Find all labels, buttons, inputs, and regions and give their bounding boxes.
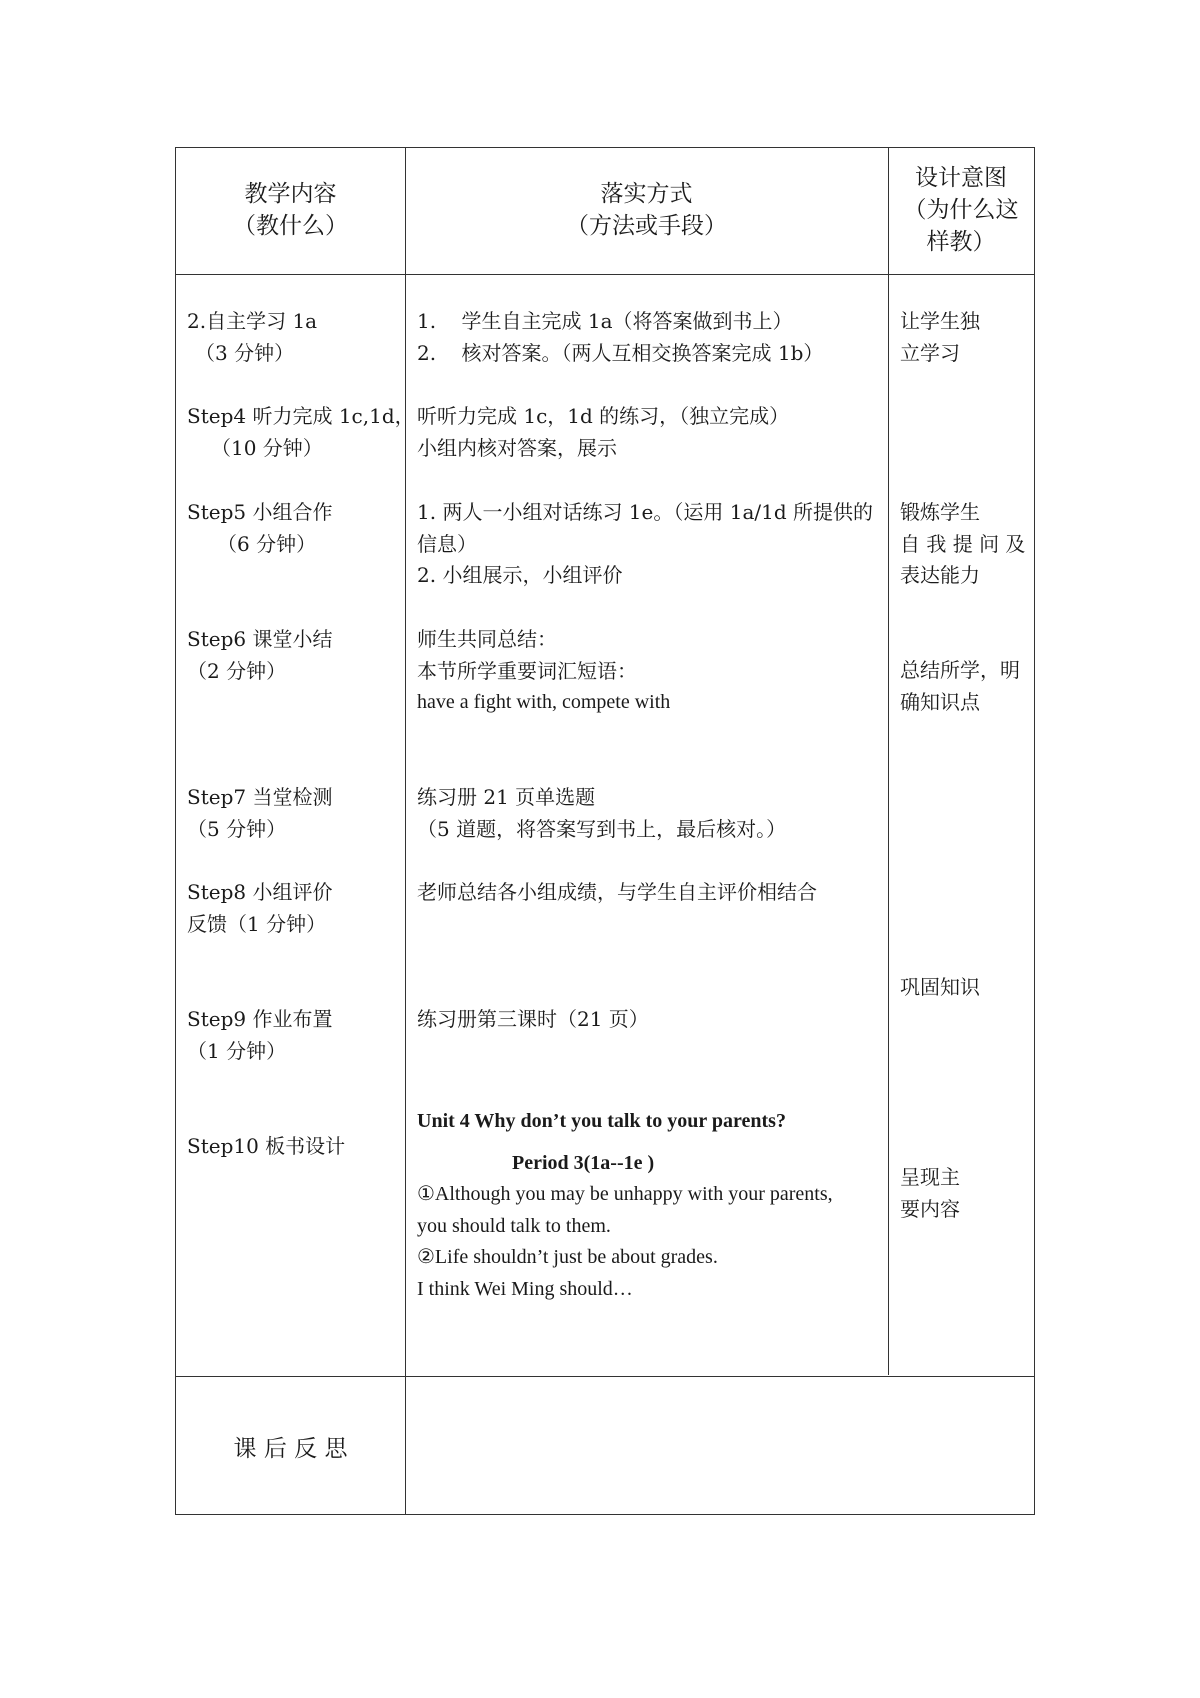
step-5-time: （6 分钟） <box>217 531 317 556</box>
board-design <box>417 1106 885 1305</box>
step-6-label <box>187 624 332 687</box>
step-6-intent <box>900 655 1020 718</box>
board-line-4: I think Wei Ming should… <box>417 1277 633 1300</box>
header-content <box>176 178 405 242</box>
step-4-title: Step4 听力完成 1c,1d， <box>187 404 415 428</box>
step-9-time: （1 分钟） <box>187 1038 287 1063</box>
step-5-title: Step5 小组合作 <box>187 500 333 524</box>
reflection-content[interactable] <box>405 1376 1036 1515</box>
step-7-title: Step7 当堂检测 <box>187 785 333 809</box>
step-6-title: Step6 课堂小结 <box>187 627 333 651</box>
header-intent-sub1: （为什么这 <box>903 197 1019 223</box>
step-10-title: Step10 板书设计 <box>187 1134 346 1158</box>
step-8-method <box>417 877 817 909</box>
column-divider-1 <box>405 148 406 1514</box>
step-1-label <box>187 306 317 369</box>
step-1-title: 2.自主学习 1a <box>187 309 318 333</box>
header-content-sub: （教什么） <box>233 213 348 239</box>
header-intent-title: 设计意图 <box>915 165 1007 191</box>
step-6-method <box>417 624 670 719</box>
step-10-intent <box>900 1162 960 1225</box>
step-5-method-line-3: 2. 小组展示，小组评价 <box>417 563 623 587</box>
step-5-method-line-1: 1. 两人一小组对话练习 1e。（运用 1a/1d 所提供的 <box>417 500 873 524</box>
step-5-intent <box>900 497 1025 592</box>
step-1-method-line-2: 2. 核对答案。（两人互相交换答案完成 1b） <box>417 340 824 365</box>
step-1-intent-line-1: 让学生独 <box>900 309 980 333</box>
step-7-label <box>187 782 332 845</box>
step-4-method-line-1: 听听力完成 1c，1d 的练习，（独立完成） <box>417 404 790 428</box>
step-7-time: （5 分钟） <box>187 816 287 841</box>
step-6-intent-line-1: 总结所学，明 <box>900 658 1020 682</box>
step-1-intent-line-2: 立学习 <box>900 340 960 365</box>
step-6-method-line-1: 师生共同总结： <box>417 627 557 651</box>
step-10-label <box>187 1131 345 1163</box>
step-1-method-line-1: 1. 学生自主完成 1a（将答案做到书上） <box>417 309 793 333</box>
step-5-intent-line-3: 表达能力 <box>900 563 980 587</box>
step-9-method-line-1: 练习册第三课时（21 页） <box>417 1007 649 1031</box>
step-6-intent-line-2: 确知识点 <box>900 689 980 714</box>
step-5-intent-line-2: 自 我 提 问 及 <box>900 531 1026 556</box>
board-line-2: you should talk to them. <box>417 1214 611 1237</box>
board-period: Period 3(1a--1e ) <box>512 1151 655 1174</box>
step-5-intent-line-1: 锻炼学生 <box>900 500 980 524</box>
step-5-method-line-2: 信息） <box>417 531 477 556</box>
step-6-method-line-3: have a fight with, compete with <box>417 691 671 713</box>
step-10-intent-line-2: 要内容 <box>900 1196 960 1221</box>
step-5-method <box>417 497 883 592</box>
step-9-intent-line-1: 巩固知识 <box>900 975 980 999</box>
board-title: Unit 4 Why don’t you talk to your parents? <box>417 1110 786 1132</box>
header-method-sub: （方法或手段） <box>566 213 727 239</box>
board-line-1: ①Although you may be unhappy with your parents, <box>417 1183 833 1205</box>
step-6-time: （2 分钟） <box>187 658 287 683</box>
step-1-intent <box>900 306 980 369</box>
step-7-method <box>417 782 786 845</box>
step-7-method-line-2: （5 道题，将答案写到书上，最后核对。） <box>417 816 787 841</box>
header-intent-sub2: 样教） <box>926 229 996 255</box>
header-method-title: 落实方式 <box>600 181 693 207</box>
step-10-intent-line-1: 呈现主 <box>900 1165 960 1189</box>
step-8-label <box>187 877 332 940</box>
header-content-title: 教学内容 <box>244 181 337 207</box>
lesson-plan-table <box>175 147 1035 1515</box>
header-divider <box>176 274 1034 275</box>
step-8-title: Step8 小组评价 <box>187 880 333 904</box>
step-1-time: （3 分钟） <box>195 340 295 365</box>
step-4-method-line-2: 小组内核对答案，展示 <box>417 435 617 460</box>
step-5-label <box>187 497 332 560</box>
column-divider-2 <box>888 148 889 1375</box>
step-8-method-line-1: 老师总结各小组成绩，与学生自主评价相结合 <box>417 880 817 904</box>
header-method <box>405 178 888 242</box>
step-1-method <box>417 306 823 369</box>
step-7-method-line-1: 练习册 21 页单选题 <box>417 785 596 809</box>
step-9-title: Step9 作业布置 <box>187 1007 333 1031</box>
step-4-time: （10 分钟） <box>211 435 323 460</box>
step-4-method <box>417 401 789 464</box>
step-4-label <box>187 401 415 464</box>
board-line-3: ②Life shouldn’t just be about grades. <box>417 1246 718 1268</box>
step-9-label <box>187 1004 332 1067</box>
reflection-label: 课 后 反 思 <box>233 1436 348 1462</box>
step-9-method <box>417 1004 649 1036</box>
header-intent <box>888 162 1034 258</box>
step-9-intent <box>900 972 980 1004</box>
step-8-time: 反馈（1 分钟） <box>187 911 327 936</box>
step-6-method-line-2: 本节所学重要词汇短语： <box>417 658 637 683</box>
